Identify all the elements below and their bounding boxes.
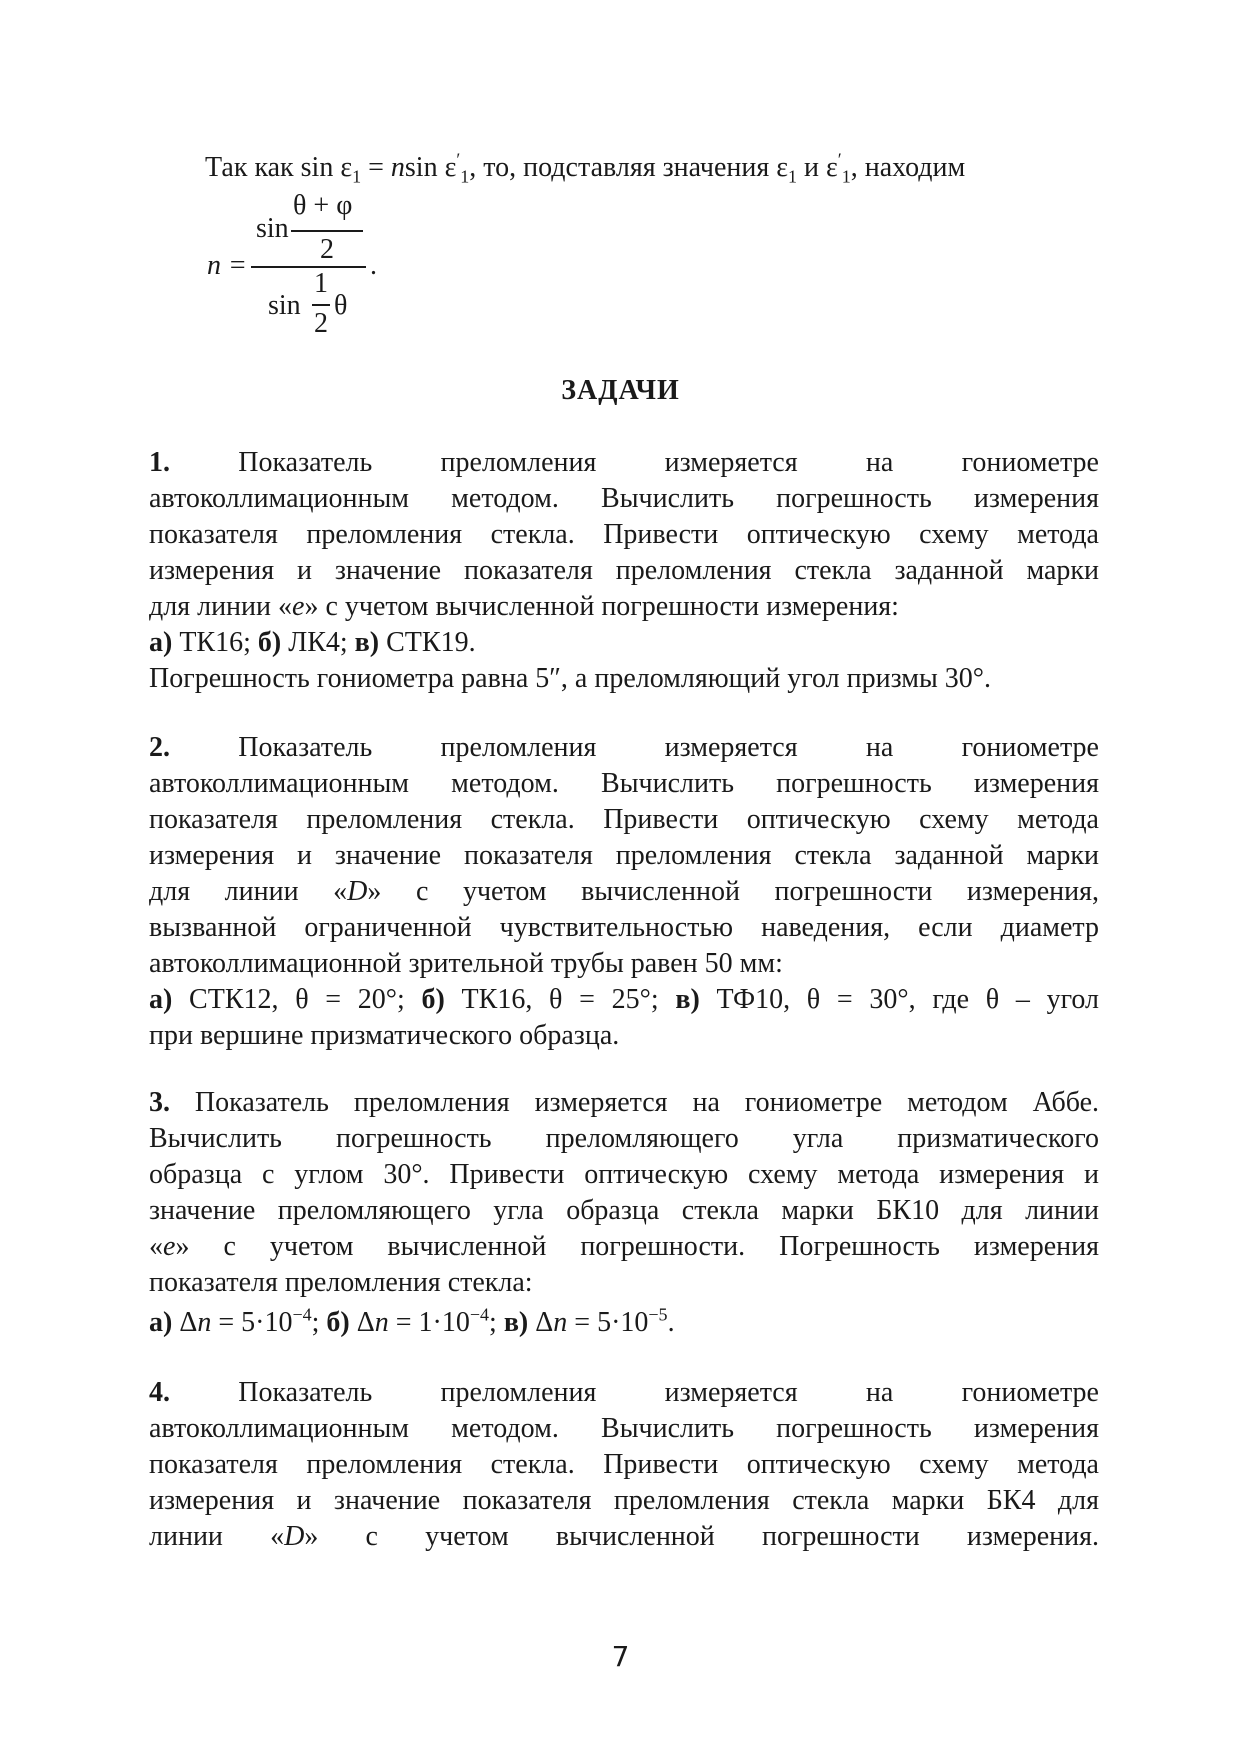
- formula-den-top: 1: [314, 268, 328, 299]
- task-1-line-4: измерения и значение показателя преломления стекла заданной марки: [149, 555, 1099, 586]
- formula-main-fraction-bar: [251, 266, 366, 268]
- task-3-line-2: Вычислить погрешность преломляющего угла призматического: [149, 1123, 1099, 1154]
- formula-lhs: n =: [207, 250, 247, 281]
- word: преломления: [440, 447, 597, 478]
- word: измеряется: [664, 447, 798, 478]
- formula-num-fraction-bar: [291, 230, 363, 232]
- task-1-number: 1.: [149, 447, 170, 478]
- word: преломления: [440, 732, 597, 763]
- formula-num-bottom: 2: [320, 234, 334, 265]
- formula-den-theta: θ: [334, 290, 348, 321]
- task-2: [149, 730, 1099, 1054]
- task-2-line-1: [149, 730, 1099, 766]
- intro-text-pre: Так как: [205, 152, 301, 183]
- task-2-number: 2.: [149, 732, 170, 763]
- task-1-line-2: автоколлимационным методом. Вычислить погрешность измерения: [149, 483, 1099, 514]
- task-3-line-3: образца с углом 30°. Привести оптическую схему метода измерения и: [149, 1159, 1099, 1190]
- task-1-line-5: для линии «e» с учетом вычисленной погрешности измерения:: [149, 591, 899, 622]
- task-4-line-4: измерения и значение показателя преломления стекла марки БК4 для: [149, 1485, 1099, 1516]
- task-4-line-2: автоколлимационным методом. Вычислить погрешность измерения: [149, 1413, 1099, 1444]
- task-2-line-4: измерения и значение показателя преломления стекла заданной марки: [149, 840, 1099, 871]
- task-1: [149, 445, 1099, 697]
- word: измеряется: [664, 732, 798, 763]
- task-3-options: а) $\Delta n = 5\cdot 10^{-4}$; б) $\Delta n = 1\cdot 10^{-4}$; в) $\Delta n = 5\cdot 10^{-5}$.: [149, 1304, 675, 1338]
- task-4-line-3: показателя преломления стекла. Привести оптическую схему метода: [149, 1449, 1099, 1480]
- word: на: [865, 447, 894, 478]
- task-3-number: 3.: [149, 1087, 170, 1118]
- task-3-line-4: значение преломляющего угла образца стекла марки БК10 для линии: [149, 1195, 1099, 1226]
- task-2-line-5: для линии «D» с учетом вычисленной погрешности измерения,: [149, 876, 1099, 907]
- intro-and: и: [797, 152, 827, 183]
- word: преломления: [440, 1377, 597, 1408]
- task-3-line-5: «e» с учетом вычисленной погрешности. Погрешность измерения: [149, 1231, 1099, 1262]
- intro-formula: $\sin \varepsilon_1 = nsin$ $\varepsilon'_1$: [300, 149, 470, 187]
- task-3-line-6: показателя преломления стекла:: [149, 1267, 533, 1298]
- word: Показатель: [238, 1377, 373, 1408]
- task-4-line-1: [149, 1375, 1099, 1411]
- formula-den-sin: sin: [268, 290, 301, 321]
- task-2-line-2: автоколлимационным методом. Вычислить погрешность измерения: [149, 768, 1099, 799]
- task-3: [149, 1085, 1099, 1345]
- word: Показатель: [238, 447, 373, 478]
- formula-num-sin: sin: [256, 213, 289, 244]
- word: гониометре: [961, 447, 1099, 478]
- formula-den-fraction-bar: [312, 304, 330, 306]
- word: Показатель: [238, 732, 373, 763]
- task-1-line-3: показателя преломления стекла. Привести оптическую схему метода: [149, 519, 1099, 550]
- word: гониометре: [961, 732, 1099, 763]
- word: на: [865, 1377, 894, 1408]
- intro-eps1-prime: $\varepsilon'_1$: [826, 149, 851, 187]
- task-2-options: а) СТК12, θ = 20°; б) ТК16, θ = 25°; в) ТФ10, θ = 30°, где θ – угол: [149, 984, 1100, 1015]
- intro-line: [205, 150, 965, 186]
- intro-text-post: , то, подставляя значения: [469, 152, 777, 183]
- task-2-line-3: показателя преломления стекла. Привести оптическую схему метода: [149, 804, 1099, 835]
- task-1-options: а) ТК16; б) ЛК4; в) СТК19.: [149, 627, 476, 658]
- task-2-line-6: вызванной ограниченной чувствительностью наведения, если диаметр: [149, 912, 1099, 943]
- word: гониометре: [961, 1377, 1099, 1408]
- formula-num-top: θ + φ: [293, 190, 353, 221]
- word: измеряется: [664, 1377, 798, 1408]
- task-2-line-9: при вершине призматического образца.: [149, 1020, 620, 1051]
- section-heading: ЗАДАЧИ: [561, 375, 680, 406]
- task-4-number: 4.: [149, 1377, 170, 1408]
- task-1-line-7: Погрешность гониометра равна 5″, а преломляющий угол призмы 30°.: [149, 663, 991, 694]
- word: на: [865, 732, 894, 763]
- formula-dot: .: [370, 250, 377, 281]
- intro-end: , находим: [850, 152, 966, 183]
- task-4: [149, 1375, 1099, 1555]
- task-4-line-5: линии «D» с учетом вычисленной погрешности измерения.: [149, 1521, 1099, 1552]
- task-2-line-7: автоколлимационной зрительной трубы равен 50 мм:: [149, 948, 783, 979]
- intro-eps1: $\varepsilon_1$: [776, 152, 798, 187]
- task-3-line-1: 3. Показатель преломления измеряется на гониометре методом Аббе.: [149, 1087, 1099, 1118]
- page-number: 7: [611, 1640, 630, 1673]
- formula-den-bottom: 2: [314, 308, 328, 339]
- task-1-line-1: [149, 445, 1099, 481]
